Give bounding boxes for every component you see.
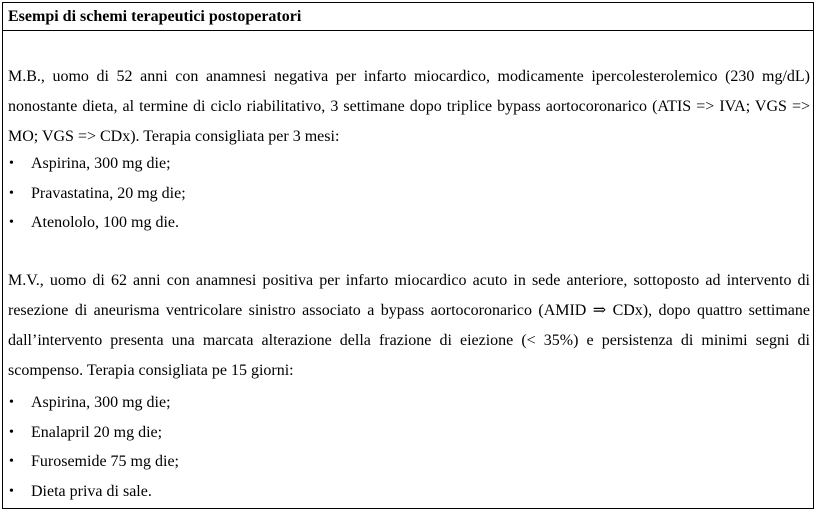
bullet-icon: • xyxy=(9,483,14,499)
document-title: Esempi di schemi terapeutici postoperatori xyxy=(8,8,302,25)
bullet-icon: • xyxy=(9,395,14,410)
list-item-text: Aspirina, 300 mg die; xyxy=(31,394,171,411)
bullet-icon: • xyxy=(9,185,14,201)
list-item-text: Dieta priva di sale. xyxy=(31,482,152,500)
case-1-description: M.B., uomo di 52 anni con anamnesi negativa per infarto miocardico, modicamente ipercolesterolemico (230 mg/dL) nonostante dieta, al termine di ciclo riabilitativo, 3 settimane dopo triplice bypass aortocoronarico (ATIS => IVA; VGS => MO; VGS => CDx). Terapia consigliata per 3 mesi: xyxy=(8,68,810,145)
bullet-icon: • xyxy=(9,454,14,469)
case-2-description: M.V., uomo di 62 anni con anamnesi positiva per infarto miocardico acuto in sede anteriore, sottoposto ad intervento di resezione di aneurisma ventricolare sinistro associato a bypass aortocoronarico (AMID ⇒ CDx), dopo quattro settimane dall’intervento presenta una marcata alterazione della frazione di eiezione (< 35%) e persistenza di minimi segni di scompenso. Terapia consigliata pe 15 giorni: xyxy=(8,272,810,379)
bullet-icon: • xyxy=(9,424,14,440)
document-frame xyxy=(2,2,814,509)
list-item-text: Enalapril 20 mg die; xyxy=(31,423,163,441)
list-item-text: Aspirina, 300 mg die; xyxy=(31,155,171,172)
bullet-icon: • xyxy=(9,215,14,230)
bullet-icon: • xyxy=(9,156,14,171)
title-row xyxy=(3,3,813,31)
list-item-text: Atenololo, 100 mg die. xyxy=(31,214,179,231)
list-item-text: Pravastatina, 20 mg die; xyxy=(31,184,186,202)
list-item-text: Furosemide 75 mg die; xyxy=(31,453,179,470)
